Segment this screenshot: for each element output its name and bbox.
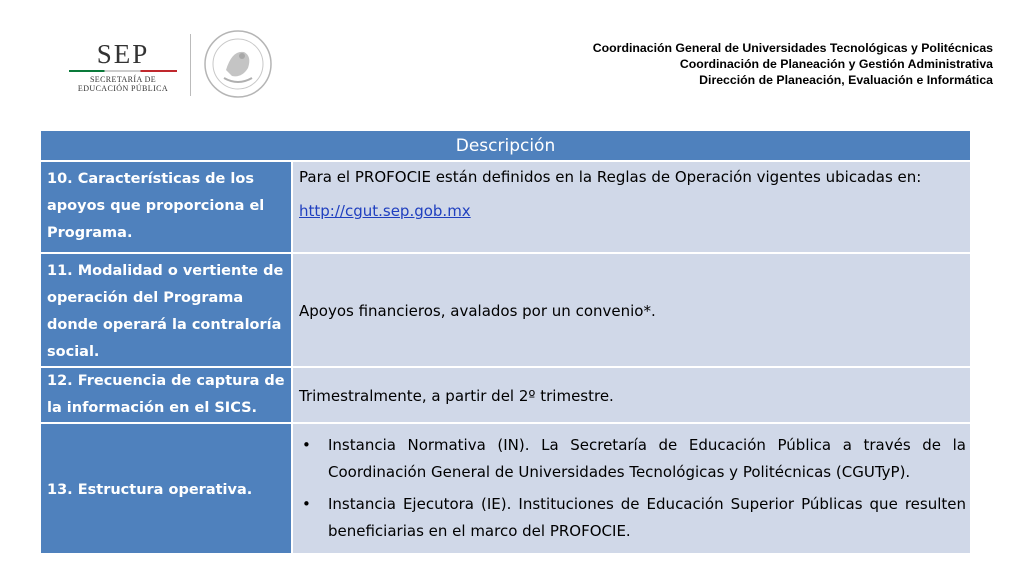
bullet-icon: •	[302, 436, 311, 454]
rules-link[interactable]: http://cgut.sep.gob.mx	[299, 202, 471, 220]
row-label: 12. Frecuencia de captura de la información en el SICS.	[40, 367, 292, 423]
logo-divider	[190, 34, 191, 96]
row-value	[292, 161, 971, 253]
table-heading: Descripción	[40, 130, 971, 161]
table-row	[40, 161, 971, 253]
bullet-icon: •	[302, 495, 311, 513]
institution-header	[593, 40, 993, 88]
table-row	[40, 423, 971, 554]
sep-logo-subtitle-1: SECRETARÍA DE	[89, 75, 157, 84]
sep-logo-subtitle-2: EDUCACIÓN PÚBLICA	[77, 84, 169, 93]
table-row	[40, 367, 971, 423]
national-seal-icon	[202, 28, 274, 100]
list-item	[299, 432, 966, 486]
header-line-1: Coordinación General de Universidades Tecnológicas y Politécnicas	[592, 41, 993, 55]
description-table	[39, 129, 972, 555]
sep-logo-name: SEP	[96, 39, 150, 69]
row-value: Trimestralmente, a partir del 2º trimestre.	[292, 367, 971, 423]
row-label: 10. Características de los apoyos que proporciona el Programa.	[40, 161, 292, 253]
list-item-text: Instancia Normativa (IN). La Secretaría de Educación Pública a través de la Coordinación General de Universidades Tecnológicas y Politécnicas (CGUTyP).	[328, 436, 966, 481]
sep-logo-flag-line	[69, 70, 177, 72]
row-label: 11. Modalidad o vertiente de operación del Programa donde operará la contraloría social.	[40, 253, 292, 367]
row-value: Apoyos financieros, avalados por un convenio*.	[292, 253, 971, 367]
row-label: 13. Estructura operativa.	[40, 423, 292, 554]
table-row	[40, 253, 971, 367]
list-item	[299, 491, 966, 545]
row-value	[292, 423, 971, 554]
sep-logo	[62, 28, 272, 102]
bullet-list	[299, 432, 966, 545]
header-line-2: Coordinación de Planeación y Gestión Administrativa	[679, 57, 993, 71]
list-item-text: Instancia Ejecutora (IE). Instituciones de Educación Superior Públicas que resulten beneficiarias en el marco del PROFOCIE.	[328, 495, 966, 540]
header-line-3: Dirección de Planeación, Evaluación e Informática	[699, 73, 993, 87]
row-text: Para el PROFOCIE están definidos en la Reglas de Operación vigentes ubicadas en:	[299, 168, 922, 186]
